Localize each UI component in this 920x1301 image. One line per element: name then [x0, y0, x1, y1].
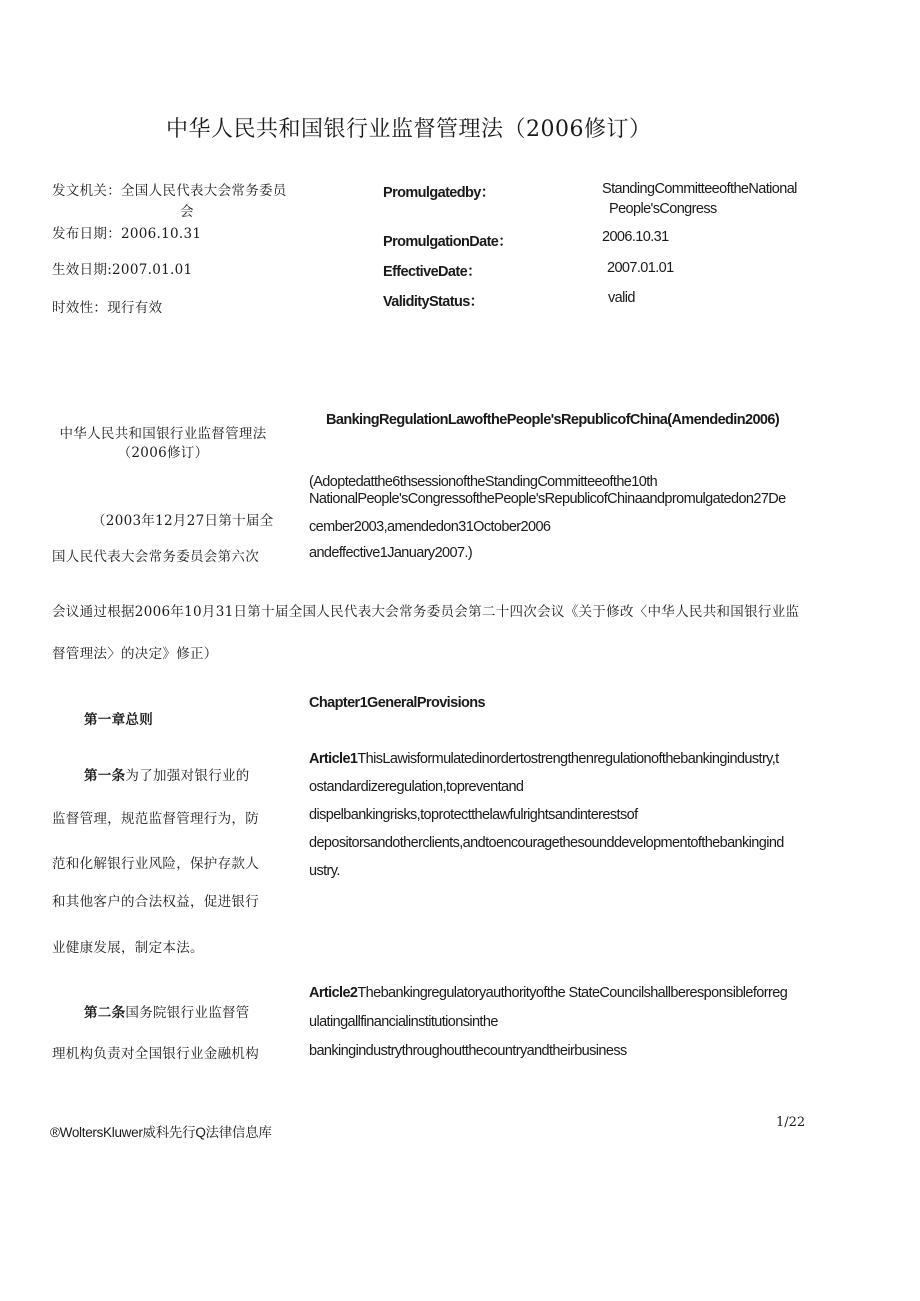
meta-effective-date: 生效日期:2007.01.01: [52, 262, 193, 278]
article2-en-first-line: [309, 985, 787, 1001]
adoption-en-line: andeffective1January2007.): [309, 545, 473, 561]
article1-cn-line: 业健康发展，制定本法。: [52, 940, 204, 956]
meta-effective-date-value: 2007.01.01: [607, 260, 674, 276]
law-title-cn-sub: （2006修订）: [117, 445, 209, 461]
article1-cn-line: 监督管理，规范监督管理行为，防: [52, 811, 259, 827]
article1-cn-line: 范和化解银行业风险，保护存款人: [52, 856, 259, 872]
meta-issuer-line1: 发文机关：全国人民代表大会常务委员: [52, 183, 287, 199]
meta-promulgated-by-value: StandingCommitteeoftheNational: [602, 181, 797, 197]
article2-en-line: bankingindustrythroughoutthecountryandtheirbusiness: [309, 1043, 627, 1059]
meta-validity-value: valid: [608, 290, 635, 306]
article1-cn-line: 和其他客户的合法权益，促进银行: [52, 894, 259, 910]
article1-en-label: Article1: [309, 751, 358, 767]
adoption-cn-line: （2003年12月27日第十届全: [92, 513, 274, 529]
law-title-en: BankingRegulationLawofthePeople'sRepublicofChina(Amendedin2006): [326, 412, 780, 428]
article1-en-line: ostandardizeregulation,topreventand: [309, 779, 524, 795]
meta-promulgation-date-value: 2006.10.31: [602, 229, 669, 245]
meta-publish-date: 发布日期：2006.10.31: [52, 226, 202, 242]
article1-en-line: dispelbankingrisks,toprotectthelawfulrightsandinterestsof: [309, 807, 638, 823]
article2-cn-label: 第二条: [84, 1005, 126, 1021]
article2-en-line: ulatingallfinancialinstitutionsinthe: [309, 1014, 498, 1030]
adoption-cn-full-line: 督管理法〉的决定》修正）: [52, 646, 218, 662]
article2-cn-line: 理机构负责对全国银行业金融机构: [52, 1046, 259, 1062]
meta-validity: 时效性：现行有效: [52, 300, 163, 316]
adoption-cn-full-line: 会议通过根据2006年10月31日第十届全国人民代表大会常务委员会第二十四次会议《关于修改〈中华人民共和国银行业监: [52, 604, 800, 620]
article1-cn-text: 为了加强对银行业的: [125, 768, 250, 784]
meta-promulgated-by-value-cont: People'sCongress: [609, 201, 717, 217]
article2-en-label: Article2: [309, 985, 358, 1001]
article1-cn-first-line: [84, 764, 250, 784]
adoption-en-line: NationalPeople'sCongressofthePeople'sRepublicofChinaandpromulgatedon27De: [309, 491, 786, 507]
article1-en-line: depositorsandotherclients,andtoencouragethesounddevelopmentofthebankingind: [309, 835, 784, 851]
law-title-cn: 中华人民共和国银行业监督管理法: [59, 426, 267, 442]
meta-effective-date-label: EffectiveDate：: [383, 264, 481, 280]
meta-promulgated-by-label: Promulgatedby：: [383, 185, 495, 201]
article1-cn-label: 第一条: [84, 768, 126, 784]
chapter1-title-en: Chapter1GeneralProvisions: [309, 695, 485, 711]
article2-cn-text: 国务院银行业监督管: [125, 1005, 250, 1021]
meta-issuer-line2: 会: [180, 204, 194, 220]
article2-en-text: Thebankingregulatoryauthorityofthe StateCouncilshallberesponsibleforreg: [357, 985, 788, 1001]
adoption-cn-line: 国人民代表大会常务委员会第六次: [52, 549, 259, 565]
adoption-en-line: (Adoptedatthe6thsessionoftheStandingCommitteeofthe10th: [309, 474, 658, 490]
article1-en-text: ThisLawisformulatedinordertostrengthenregulationofthebankingindustry,t: [357, 751, 779, 767]
meta-promulgation-date-label: PromulgationDate：: [383, 234, 513, 250]
document-title: 中华人民共和国银行业监督管理法（2006修订）: [166, 117, 652, 142]
adoption-en-line: cember2003,amendedon31October2006: [309, 519, 551, 535]
article2-cn-first-line: [84, 1001, 250, 1021]
article1-en-line: ustry.: [309, 863, 340, 879]
page-number: 1/22: [776, 1115, 806, 1130]
article1-en-first-line: [309, 751, 779, 767]
chapter1-title-cn: 第一章总则: [84, 712, 153, 728]
footer-source: ®WoltersKluwer威科先行Q法律信息库: [50, 1125, 272, 1140]
meta-validity-label: ValidityStatus：: [383, 294, 484, 310]
